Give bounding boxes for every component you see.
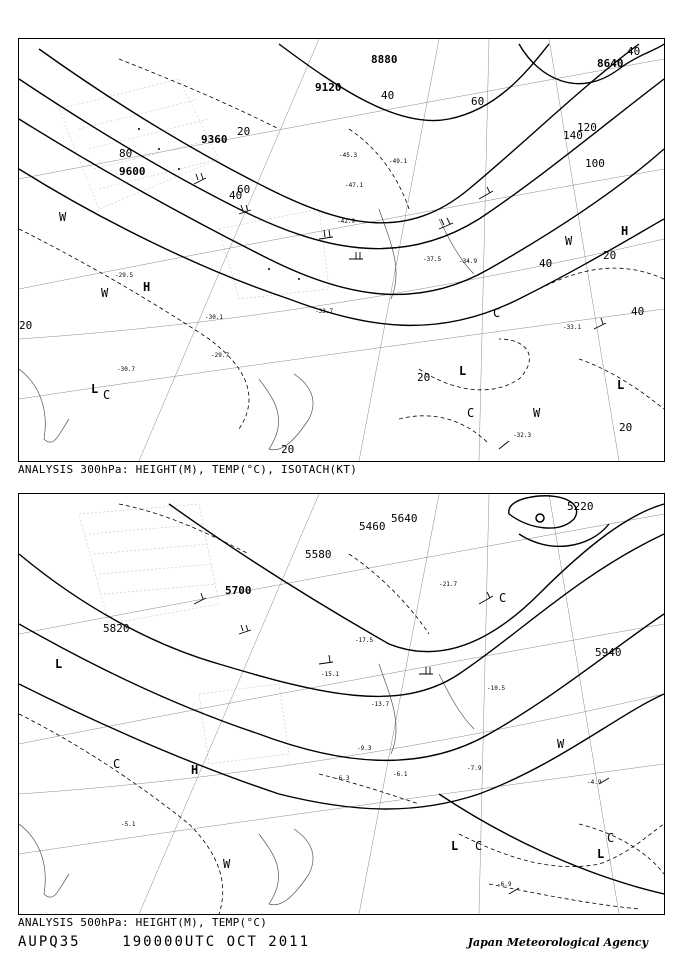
upper-temp-value: -42.9: [337, 218, 356, 225]
upper-low-center: L: [459, 364, 467, 378]
upper-isotach-label: 40: [627, 45, 641, 58]
upper-height-label: 9120: [315, 81, 342, 94]
upper-chart-caption: ANALYSIS 300hPa: HEIGHT(M), TEMP(°C), ISOTACH(KT): [18, 463, 358, 476]
upper-isotach-label: 20: [619, 421, 633, 434]
lower-height-label: 5580: [305, 548, 332, 561]
upper-warm-center: W: [101, 286, 109, 300]
upper-isotach-label: 20: [237, 125, 251, 138]
lower-low-center: L: [451, 839, 459, 853]
chart-identifier: [18, 934, 310, 950]
upper-warm-center: W: [565, 234, 573, 248]
lower-height-label: 5460: [359, 520, 386, 533]
upper-temp-value: -49.1: [389, 158, 408, 165]
lower-chart-caption: ANALYSIS 500hPa: HEIGHT(M), TEMP(°C): [18, 916, 268, 929]
lower-temp-value: -10.5: [487, 685, 506, 692]
chart-code: AUPQ35: [18, 934, 81, 950]
upper-temp-value: -45.3: [339, 152, 358, 159]
upper-isotach-label: 20: [19, 319, 33, 332]
lower-temp-value: -17.5: [355, 637, 374, 644]
upper-isotach-label: 40: [631, 305, 645, 318]
lower-height-label: 5640: [391, 512, 418, 525]
lower-temp-value: -13.7: [371, 701, 390, 708]
upper-temp-value: -30.1: [205, 314, 224, 321]
lower-temp-value: -21.7: [439, 581, 458, 588]
upper-warm-center: W: [533, 406, 541, 420]
lower-temp-value: -9.3: [357, 745, 372, 752]
lower-graticule: [19, 494, 664, 914]
upper-temp-value: -30.7: [117, 366, 136, 373]
upper-temp-value: -29.5: [115, 272, 134, 279]
lower-height-label: 5700: [225, 584, 252, 597]
upper-isotach-label: 60: [471, 95, 485, 108]
upper-isotach-label: 80: [119, 147, 133, 160]
upper-low-center: L: [617, 378, 625, 392]
upper-high-center: H: [143, 280, 151, 294]
upper-temp-value: -29.7: [211, 352, 230, 359]
lower-height-contours: [19, 496, 664, 894]
upper-wind-barbs: [194, 173, 606, 449]
upper-height-label: 9360: [201, 133, 228, 146]
upper-isotach-label: 60: [237, 183, 251, 196]
lower-warm-center: W: [557, 737, 565, 751]
lower-temp-value: -6.1: [393, 771, 408, 778]
upper-map-canvas: [19, 39, 664, 461]
upper-dots: [138, 128, 300, 280]
upper-temp-value: -47.1: [345, 182, 364, 189]
upper-isotach-label: 20: [417, 371, 431, 384]
lower-cold-center: C: [607, 831, 615, 845]
upper-temp-value: -37.5: [423, 256, 442, 263]
lower-height-label: 5940: [595, 646, 622, 659]
upper-isotach-label: 140: [563, 129, 583, 142]
upper-dashed-contours: [19, 59, 664, 444]
lower-low-center: L: [597, 847, 605, 861]
lower-temp-value: -4.9: [587, 779, 602, 786]
upper-isotach-label: 40: [381, 89, 395, 102]
lower-temp-value: -15.1: [321, 671, 340, 678]
upper-cold-center: C: [103, 388, 111, 402]
upper-isotach-label: 20: [603, 249, 617, 262]
upper-isotach-label: 120: [577, 121, 597, 134]
upper-isotach-label: 40: [539, 257, 553, 270]
upper-temp-value: -32.3: [513, 432, 532, 439]
upper-cold-center: C: [467, 406, 475, 420]
upper-low-center: L: [91, 382, 99, 396]
lower-temp-value: -5.1: [121, 821, 136, 828]
upper-high-center: H: [621, 224, 629, 238]
chart-timestamp: 190000UTC OCT 2011: [122, 934, 311, 950]
upper-isotach-label: 40: [229, 189, 243, 202]
lower-temp-value: -6.9: [497, 881, 512, 888]
lower-low-symbol: [536, 514, 544, 522]
upper-temp-value: -33.7: [315, 308, 334, 315]
upper-isotach-shading: [59, 79, 329, 299]
lower-cold-center: C: [499, 591, 507, 605]
lower-dashed-contours: [19, 504, 664, 914]
lower-cold-center: C: [113, 757, 121, 771]
upper-temp-value: -33.1: [563, 324, 582, 331]
lower-cold-center: C: [475, 839, 483, 853]
lower-height-label: 5220: [567, 500, 594, 513]
upper-height-label: 8880: [371, 53, 398, 66]
lower-height-label: 5820: [103, 622, 130, 635]
lower-low-center: L: [55, 657, 63, 671]
lower-high-center: H: [191, 763, 199, 777]
upper-isotach-label: 20: [281, 443, 295, 456]
lower-chart-panel: [18, 493, 665, 915]
upper-temp-value: -34.9: [459, 258, 478, 265]
lower-warm-center: W: [223, 857, 231, 871]
upper-chart-panel: [18, 38, 665, 462]
lower-map-canvas: [19, 494, 664, 914]
lower-wind-barbs: [194, 592, 609, 894]
upper-isotach-label: 100: [585, 157, 605, 170]
agency-credit: Japan Meteorological Agency: [467, 936, 648, 949]
upper-height-label: 8640: [597, 57, 624, 70]
upper-warm-center: W: [59, 210, 67, 224]
upper-height-label: 9600: [119, 165, 146, 178]
upper-cold-center: C: [493, 306, 501, 320]
lower-temp-value: -7.9: [467, 765, 482, 772]
lower-temp-value: -6.3: [335, 775, 350, 782]
